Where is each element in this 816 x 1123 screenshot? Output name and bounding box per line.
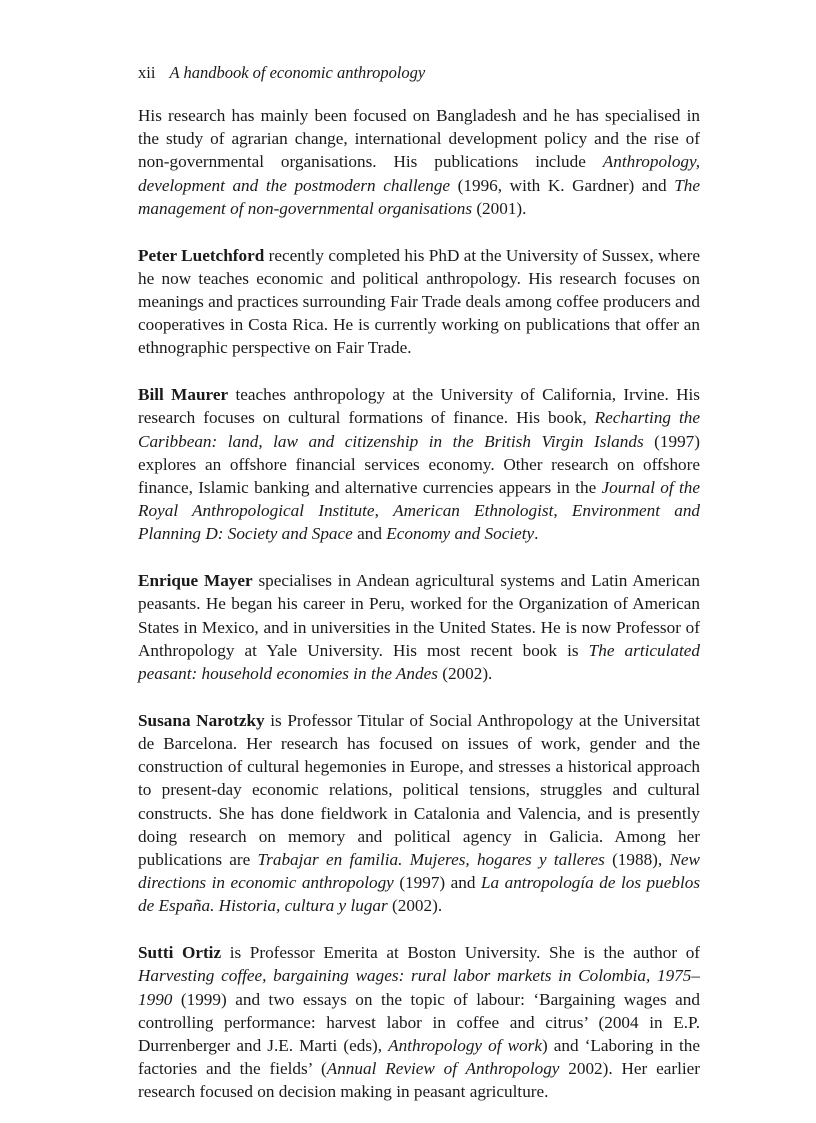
text-run: ) and ‘Laboring in the factories and the fields’ ( <box>138 1036 700 1079</box>
text-run: (1999) and two essays on the topic of labour: ‘Bargaining wages and controlling performance: harvest labor in coffee and citrus’ (2004 in E.P. Durrenberger and J.E. Marti (eds), <box>138 989 700 1056</box>
contributors-text <box>138 104 700 1104</box>
text-run: is Professor Emerita at Boston University. She is the author of <box>221 943 701 963</box>
paragraph-bio-mayer <box>138 569 700 685</box>
contributor-name: Sutti Ortiz <box>138 943 222 963</box>
paragraph-continued-bio <box>138 104 700 220</box>
text-run: His research has mainly been focused on Bangladesh and he has specialised in the study of agrarian change, international development policy and the rise of non-governmental organisations. His publications include <box>138 106 700 172</box>
paragraph-bio-narotzky <box>138 709 700 918</box>
text-run: and <box>352 524 387 544</box>
contributor-name: Bill Maurer <box>138 385 229 405</box>
work-title: Annual Review of Anthropology <box>326 1059 560 1079</box>
work-title: American Ethnologist <box>393 501 554 521</box>
work-title: Recharting the Caribbean: land, law and citizenship in the British Virgin Islands <box>138 408 701 451</box>
text-run: (2001). <box>472 198 527 218</box>
work-title: Harvesting coffee, bargaining wages: rural labor markets in Colombia, 1975–1990 <box>138 966 700 1009</box>
text-run: is Professor Titular of Social Anthropology at the Universitat de Barcelona. Her research has focused on issues of work, gender and the construction of cultural hegemonies in Europe, and stresses a historical approach to present-day economic relations, political tensions, struggles and cultural constructs. She has done fieldwork in Catalonia and Valencia, and is presently doing research on memory and political agency in Galicia. Among her publications are <box>138 710 700 870</box>
text-run: specialises in Andean agricultural systems and Latin American peasants. He began his career in Peru, worked for the Organization of American States in Mexico, and in universities in the United States. He is now Professor of Anthropology at Yale University. His most recent book is <box>138 571 701 660</box>
text-run: , <box>374 501 394 521</box>
contributor-name: Susana Narotzky <box>138 710 265 730</box>
work-title: The articulated peasant: household economies in the Andes <box>138 640 700 684</box>
work-title: Economy and Society <box>386 524 535 544</box>
text-run: teaches anthropology at the University of California, Irvine. His research focuses on cultural formations of finance. His book, <box>138 385 700 428</box>
text-run: recently completed his PhD at the University of Sussex, where he now teaches economic and political anthropology. His research focuses on meanings and practices surrounding Fair Trade deals among coffee producers and cooperatives in Costa Rica. He is currently working on publications that offer an ethnographic perspective on Fair Trade. <box>138 245 701 358</box>
text-run: (1997) and <box>393 873 481 893</box>
contributor-name: Enrique Mayer <box>138 571 253 591</box>
work-title: La antropología de los pueblos de España. Historia, cultura y lugar <box>138 873 701 916</box>
work-title: Trabajar en familia. Mujeres, hogares y talleres <box>257 850 605 870</box>
book-title: A handbook of economic anthropology <box>169 63 426 82</box>
text-run: (2002). <box>387 896 443 916</box>
paragraph-bio-luetchford <box>138 244 700 360</box>
paragraph-bio-ortiz <box>138 941 700 1103</box>
work-title: Anthropology, development and the postmodern challenge <box>138 152 700 195</box>
paragraph-bio-maurer <box>138 383 700 545</box>
text-run: , <box>553 501 572 521</box>
text-run: . <box>534 524 539 544</box>
work-title: Journal of the Royal Anthropological Institute <box>138 478 700 521</box>
text-run: (1997) explores an offshore financial services economy. Other research on offshore finance, Islamic banking and alternative currencies appears in the <box>138 431 700 498</box>
work-title: New directions in economic anthropology <box>138 850 701 893</box>
work-title: Environment and Planning D: Society and Space <box>138 501 701 544</box>
text-run: (1988), <box>604 850 670 870</box>
work-title: Anthropology of work <box>388 1036 542 1056</box>
text-run: (1996, with K. Gardner) and <box>450 175 675 195</box>
text-run: (2002). <box>437 664 493 684</box>
contributor-name: Peter Luetchford <box>138 245 265 265</box>
work-title: The management of non-governmental organisations <box>138 175 700 218</box>
page-number: xii <box>138 63 156 82</box>
text-run: 2002). Her earlier research focused on decision making in peasant agriculture. <box>138 1059 700 1102</box>
running-head <box>138 62 425 84</box>
